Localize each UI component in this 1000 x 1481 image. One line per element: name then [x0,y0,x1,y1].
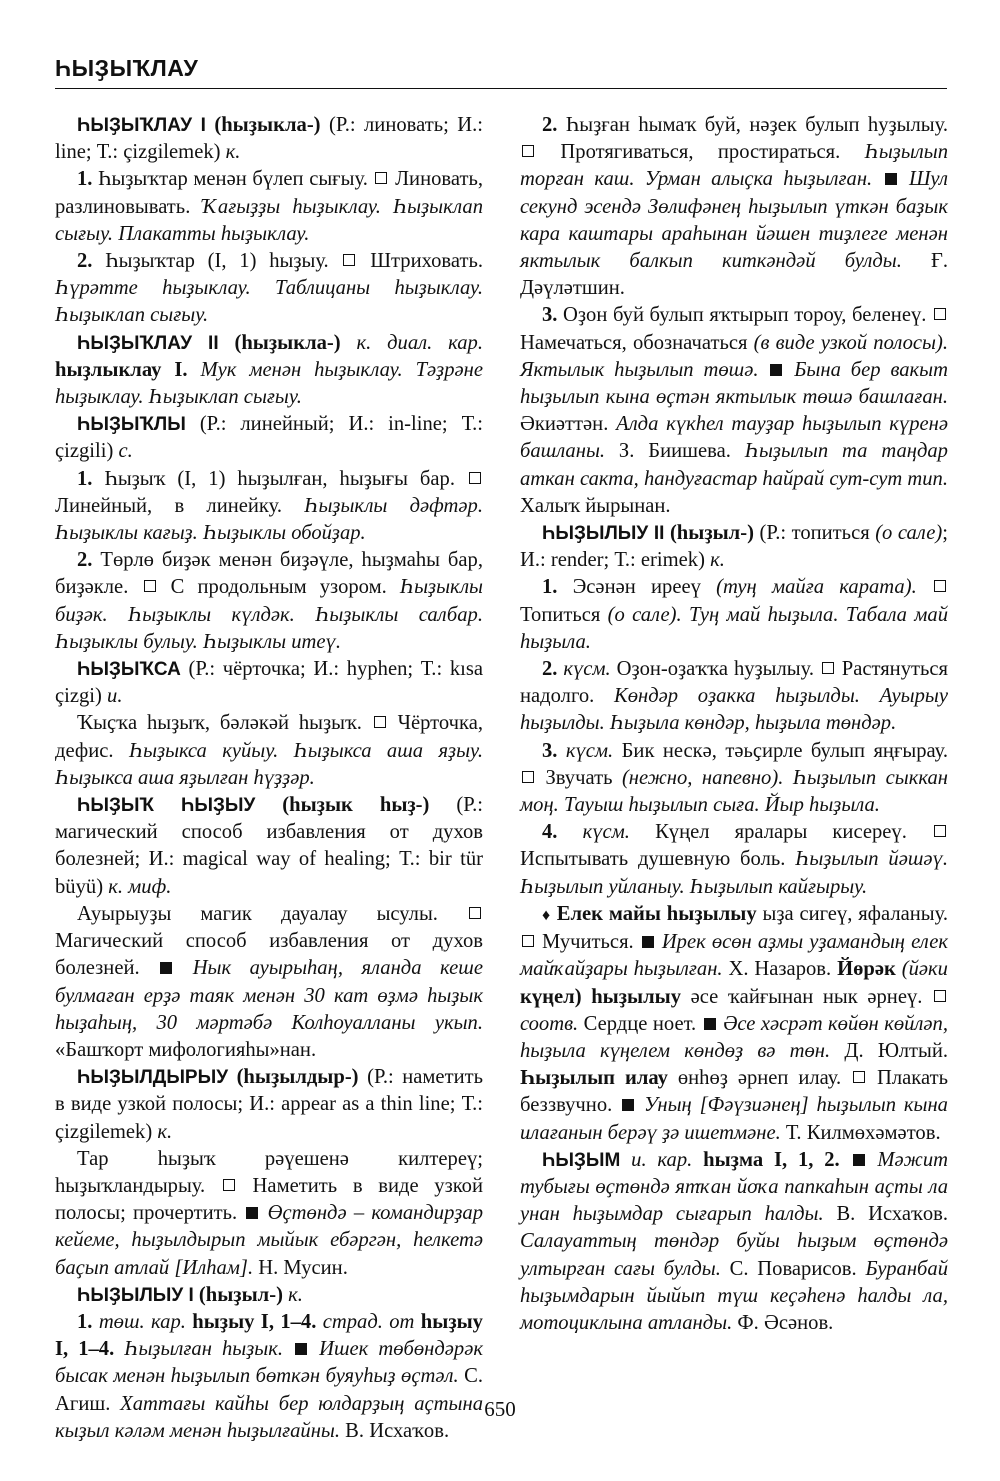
text [759,359,769,381]
open-square-icon [522,771,534,783]
italic-text: к. [288,1283,303,1306]
entry-paragraph [55,547,483,656]
italic-text: к. [225,141,241,164]
italic-text: (йәки [901,958,948,981]
text: Топиться [520,603,608,626]
headword: ҺЫҘЫҠСА [77,659,181,681]
italic-text: (туң майға карата). [716,576,917,599]
text: Испытывать душевную боль. [520,848,796,871]
italic-text: төш. кар. [98,1310,186,1333]
italic-text: Һыҙылып торған каш. Урман алыҫка һыҙылған. [520,141,948,191]
headword: ҺЫҘЫҠЛАУ II [77,332,219,354]
open-square-icon [853,1071,865,1083]
text: Т. Килмөхәмәтов. [780,1121,941,1144]
italic-text: Шул секунд эсендә Зөлифәнең һыҙылып үткән баҙык кара каштары араһынан йәшен тиҙлеге менән яктылык балкып киткәндәй булды. [520,168,948,273]
left-column [55,112,483,1445]
bold-text: (һыҙыкла-) [218,331,341,354]
italic-text: Һыҙыклы биҙәк. Һыҙыклы күлдәк. Һыҙыклы салбар. Һыҙыклы булыу. Һыҙыклы итеү. [55,576,483,653]
filled-square-icon [704,1018,716,1030]
bold-text: Елек майы һыҙылыу [550,902,757,925]
italic-text: Буранбай һыҙымдарын йыйып түш кеҫәһенә һалды ла, мотоциклына атланды. [520,1257,948,1334]
filled-square-icon [642,936,654,948]
text: Х. Назаров. [722,958,838,981]
italic-text: страд. от [322,1310,415,1333]
open-square-icon [469,472,481,484]
text [840,1149,851,1171]
entry-paragraph [520,819,948,901]
text: Һыҙыҡтар (I, 1) һыҙыу. [92,250,342,273]
open-square-icon [375,172,387,184]
italic-text: к. [157,1120,173,1143]
text [636,1094,644,1116]
text: Штриховать. [357,250,484,273]
text: өнһөҙ әрнеп илау. [667,1067,852,1090]
open-square-icon [144,580,156,592]
bold-text: 4. [542,821,558,844]
italic-text: күсм. [563,658,611,681]
headword: ҺЫҘЫЛЫУ I [77,1284,194,1306]
italic-text: к. миф. [108,875,172,898]
italic-text: соотв. [520,1012,579,1035]
italic-text: с. [118,440,133,463]
filled-square-icon [770,364,782,376]
text [872,168,882,190]
entry-paragraph [55,330,483,412]
text: Магический способ избавления от духов болезней. [55,930,483,980]
text: (Р.: линовать; И.: line; Т.: çizgilemek) [55,114,484,164]
bold-text: һыҙыу I, 1–4. [185,1310,317,1333]
text: Д. Юлтый. [830,1039,948,1062]
entry-paragraph [55,1309,483,1445]
text: Мучиться. [536,931,640,954]
bold-text: 1. [77,1310,93,1333]
entry-paragraph [55,166,483,248]
text: Һыҙыҡ (I, 1) һыҙылған, һыҙығы бар. [92,467,467,490]
text: Тар һыҙыҡ рәүешенә килтереү; һыҙыҡландырыу. [55,1147,483,1197]
text: Линовать, разлиновывать. [55,168,483,218]
italic-text: Нык ауырыһаң, яланда кеше булмаған ерҙә таяк менән 30 кат өҙмә һыҙык һыҙаһың, 30 мәртәбә Колһоуалланы укып. [55,957,483,1034]
bold-text: һыҙлыклау I. [55,358,188,381]
entry-paragraph [520,574,948,656]
text: Төрлө биҙәк менән биҙәүле, һыҙмаһы бар, биҙәкле. [55,549,483,599]
text: Әкиәттән. [520,413,617,436]
entry-paragraph [520,738,948,820]
entry-paragraph [55,112,483,166]
italic-text: күсм. [565,739,614,762]
italic-text: Хаттағы кайһы бер юлдарҙың аҫтына кыҙыл кәләм менән һыҙылғайны. [55,1392,483,1442]
bold-text: 2. [77,250,93,273]
text: ыҙа сигеү, яфаланыу. [756,902,948,925]
entry-paragraph [55,656,483,710]
italic-text: Һыҙылған һыҙык. [124,1338,283,1361]
headword: ҺЫҘЫҠЛАУ I [77,115,206,136]
headword: ҺЫҘЫЛЫУ II [542,523,665,545]
italic-text: Ирек өсөн аҙмы уҙамандың елек майҡайҙары һыҙылған. [520,931,948,981]
bold-text: һыҙма I, 1, 2. [692,1148,840,1171]
open-square-icon [522,145,534,157]
italic-text: Ишек төбөндәрәк бысак менән һыҙылып бөткән буяуһыҙ өҫтәл. [55,1338,483,1388]
entry-paragraph [55,411,483,465]
text: В. Исхаҡов. [823,1203,948,1226]
bold-text: 3. [542,739,558,762]
bold-text: 2. [542,658,558,681]
entry-paragraph [520,520,948,574]
text [867,1149,878,1171]
italic-text: (о сале) [875,522,943,545]
text: (Р.: наметить в виде узкой полосы; И.: appear as a thin line; Т.: çizgilemek) [55,1066,483,1143]
open-square-icon [934,990,946,1002]
filled-square-icon [246,1207,258,1219]
italic-text: Әсе хәсрәт көйөн көйләп, һыҙыла күңелем көндөҙ вә төн. [520,1012,948,1062]
entry-paragraph [55,792,483,901]
entry-paragraph [520,112,948,302]
italic-text: Мәжит тубығы өҫтөндә ятҡан йоҡа папкаһын аҫты ла унан һыҙымдар сығарып һалды. [520,1148,948,1226]
text [283,1338,293,1360]
text: С. Поварисов. [720,1257,866,1280]
diamond-icon: ♦ [542,906,551,924]
entry-paragraph [55,901,483,1064]
text: Звучать [536,766,622,789]
page-number: 650 [484,1397,516,1421]
italic-text: Ҡағыҙҙы һыҙыклау. Һыҙыклап сығыу. Плакатты һыҙыклау. [55,195,483,245]
entry-paragraph [55,1064,483,1146]
italic-text: Һыҙылып йәшәү. Һыҙылып уйланыу. Һыҙылып кайғырыу. [520,848,948,898]
text: (Р.: топиться [753,522,876,545]
text: Наметить в виде узкой полосы; прочертить. [55,1174,483,1225]
bold-text: (һыҙыл-) [193,1283,283,1306]
text [260,1202,267,1224]
italic-text: Мук менән һыҙыклау. Тәҙрәне һыҙыклау. Һыҙыклап сығыу. [55,358,484,409]
text: Оҙон буй булып яҡтырып тороу, беленеү. [557,304,932,327]
bold-text: 3. [542,304,558,327]
open-square-icon [522,935,534,947]
text: Эсәнән ирееү [557,576,717,599]
italic-text: и. [107,685,123,708]
text: Ауырыуҙы магик дауалау ысулы. [77,902,467,925]
bold-text: Йөрәк [837,958,896,981]
italic-text: Һүрәтте һыҙыклау. Таблицаны һыҙыклау. Һыҙыклап сығыу. [55,277,483,327]
bold-text: 1. [77,168,93,191]
header-rule [55,88,947,89]
text: Бик нескә, тәьҫирле булып яңғырау. [613,739,948,762]
text: Һыҙған һымаҡ буй, нәҙек булып һуҙылыу. [557,114,948,136]
bold-text: 1. [542,576,558,599]
text: З. Биишева. [605,440,745,463]
text [557,821,582,843]
text [557,740,565,762]
bold-text: (һыҙылдыр-) [228,1066,359,1089]
text: Линейный, в линейку. [55,494,305,517]
bold-text: һыҙылыу [581,985,682,1008]
italic-text: Бына бер вакыт һыҙылып кына өҫтән яктылык төшә башлаған. [520,358,948,409]
italic-text: к. диал. кар. [356,331,483,354]
bold-text: һыҙыу I, 1–4. [55,1310,483,1361]
text: Ҡыҫҡа һыҙыҡ, бәләкәй һыҙыҡ. [77,712,372,735]
italic-text: Салауаттың төндәр буйы һыҙым өҫтөндә ултырған сағы булды. [520,1230,948,1280]
bold-text: Һыҙылып илау [520,1067,668,1090]
text [899,168,909,190]
open-square-icon [822,662,834,674]
text [917,576,932,598]
text: Оҙон-оҙаҡҡа һуҙылыу. [610,658,820,681]
entry-paragraph [55,1146,483,1282]
italic-text: (о сале). Туң май һыҙыла. Табала май һыҙыла. [520,603,948,653]
open-square-icon [934,580,946,592]
headword: ҺЫҘЫҠ ҺЫҘЫУ [77,795,256,817]
text [174,957,193,979]
italic-text: Һыҙылып та таңдар аткан сакта, һандуғастар һайрай сут-сут тип. [520,440,948,490]
filled-square-icon [622,1099,634,1111]
text: Халыҡ йырынан. [520,494,671,517]
italic-text: Һыҙыкса куйыу. Һыҙыкса аша яҙыу. Һыҙыкса аша яҙылған һүҙҙәр. [55,739,484,789]
text: Ғ. Дәүләтшин. [520,250,949,300]
entry-paragraph [520,901,948,1147]
text: (Р.: линейный; И.: in-line; Т.: çizgili) [55,413,483,463]
text [784,359,794,381]
headword: ҺЫҘЫҠЛЫ [77,414,186,436]
open-square-icon [469,907,481,919]
italic-text: Уның [Фәүзиәнең] һыҙылып кына илағанын берәү ҙә ишетмәне. [520,1094,948,1144]
filled-square-icon [160,962,172,974]
text: С продольным узором. [157,576,400,599]
entry-paragraph [520,656,948,738]
open-square-icon [374,716,386,728]
bold-text: күңел) [520,985,582,1008]
text: Күңел яралары кисереү. [629,821,932,844]
text [341,332,357,354]
entry-paragraph [520,1147,948,1337]
bold-text: (һыҙыл-) [664,522,754,545]
italic-text: Һыҙыклы дәфтәр. Һыҙыклы кағыҙ. Һыҙыклы обойҙар. [55,494,483,545]
text: С. Агиш. [55,1365,483,1415]
text: әсе ҡайғынан нык әрнеү. [681,985,932,1008]
open-square-icon [934,308,946,320]
bold-text: 1. [77,467,93,490]
filled-square-icon [295,1343,307,1355]
text: Растянуться надолго. [520,658,948,708]
entry-paragraph [55,1282,483,1309]
text: Намечаться, обозначаться [520,331,754,354]
running-head: ҺЫҘЫҠЛАУ [55,55,199,81]
entry-paragraph [55,710,483,792]
text [620,1149,631,1171]
bold-text: (һыҙык һыҙ-) [255,794,430,817]
text [188,359,201,381]
text: (Р.: чёрточка; И.: hyphen; Т.: kısa çizgi) [55,658,483,708]
italic-text: күсм. [582,821,630,844]
filled-square-icon [885,173,897,185]
text: Протягиваться, простираться. [536,141,865,164]
italic-text: Өҫтөндә – командирҙар кейеме, һыҙылдырып мыйык ебәргән, һелкетә баҫып атлай [Илһам]. [55,1202,483,1279]
bold-text: 2. [542,114,558,136]
open-square-icon [343,254,355,266]
text: Н. Мусин. [253,1256,348,1279]
bold-text: (һыҙыкла-) [205,114,321,136]
entry-paragraph [55,466,483,548]
italic-text: и. кар. [631,1148,693,1171]
entry-paragraph [520,302,948,520]
text: Сердце ноет. [578,1012,702,1035]
text: Плакать беззвучно. [520,1067,948,1117]
italic-text: Көндәр оҙакка һыҙылды. Ауырыу һыҙылды. Һыҙыла көндәр, һыҙыла төндәр. [520,685,948,735]
headword: ҺЫҘЫМ [542,1149,621,1171]
italic-text: (нежно, напевно). Һыҙылып сыккан моң. Тауыш һыҙылып сыға. Йыр һыҙыла. [520,766,948,817]
text: Һыҙыҡтар менән бүлеп сығыу. [92,168,374,191]
text: Чёрточка, дефис. [55,712,484,762]
open-square-icon [934,825,946,837]
text: «Башҡорт мифологияһы»нан. [55,1038,317,1061]
italic-text: (в виде узкой полосы). Яктылык һыҙылып төшә. [520,331,948,381]
text: Ф. Әсәнов. [732,1311,834,1334]
text [114,1338,124,1360]
entry-paragraph [55,248,483,330]
text: (Р.: магический способ избавления от духов болезней; И.: magical way of healing; Т.: bir tür büyü) [55,794,483,898]
headword: ҺЫҘЫЛДЫРЫУ [77,1067,229,1089]
right-column [520,112,948,1337]
open-square-icon [223,1179,235,1191]
bold-text: 2. [77,549,93,572]
filled-square-icon [853,1154,865,1166]
italic-text: Алда күкһел тауҙар һыҙылып күренә башланы. [520,413,948,463]
text: ; И.: render; Т.: erimek) [520,522,949,572]
italic-text: к. [710,549,725,572]
text [309,1338,319,1360]
text: В. Исхаҡов. [340,1419,450,1442]
